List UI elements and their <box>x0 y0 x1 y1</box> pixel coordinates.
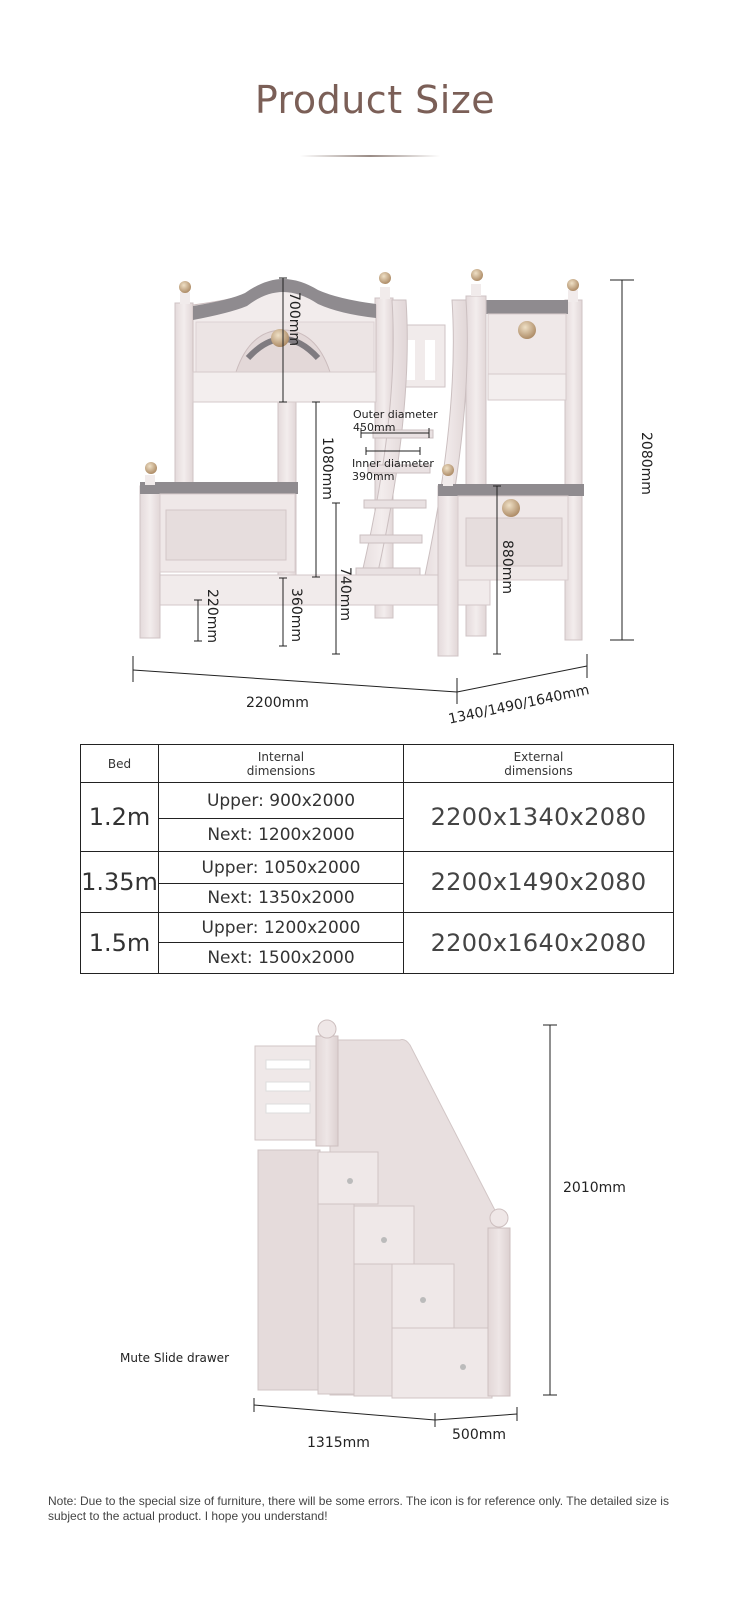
inner-diameter-label: Inner diameter <box>352 457 434 470</box>
next-size-cell: Next: 1200x2000 <box>159 819 404 852</box>
floor-clearance-label: 220mm <box>204 589 220 643</box>
header-external <box>404 745 674 783</box>
page-title: Product Size <box>254 78 496 122</box>
outer-diameter-label: Outer diameter <box>353 408 438 421</box>
stair-length-label: 1315mm <box>307 1435 370 1451</box>
upper-size-cell: Upper: 900x2000 <box>159 783 404 819</box>
header-internal <box>159 745 404 783</box>
disclaimer-note: Note: Due to the special size of furniture, there will be some errors. The icon is for reference only. The detailed size is subject to the actual product. I hope you understand! <box>48 1494 669 1523</box>
inner-diameter-value: 390mm <box>352 470 395 483</box>
next-size-cell: Next: 1350x2000 <box>159 884 404 913</box>
bed-size-cell: 1.2m <box>81 783 159 852</box>
lower-frame-height-label: 740mm <box>337 567 353 621</box>
external-size-cell: 2200x1640x2080 <box>404 913 674 974</box>
stair-cabinet-illustration <box>0 1000 750 1460</box>
table-row <box>81 852 674 884</box>
upper-size-cell: Upper: 1050x2000 <box>159 852 404 884</box>
bed-board-height-label: 360mm <box>288 588 304 642</box>
drawer-feature-label: Mute Slide drawer <box>120 1351 229 1365</box>
header-bed: Bed <box>81 745 159 783</box>
total-height-label: 2080mm <box>638 432 654 495</box>
external-size-cell: 2200x1490x2080 <box>404 852 674 913</box>
size-table <box>80 744 674 974</box>
stair-depth-label: 500mm <box>452 1427 506 1443</box>
length-label: 2200mm <box>246 695 309 711</box>
next-size-cell: Next: 1500x2000 <box>159 943 404 974</box>
header-internal-text: Internal dimensions <box>246 749 316 778</box>
bed-size-cell: 1.35m <box>81 852 159 913</box>
table-row <box>81 783 674 819</box>
outer-diameter-value: 450mm <box>353 421 396 434</box>
bunk-bed-illustration <box>0 0 750 740</box>
width-label: 1340/1490/1640mm <box>447 682 591 728</box>
upper-size-cell: Upper: 1200x2000 <box>159 913 404 943</box>
bed-size-cell: 1.5m <box>81 913 159 974</box>
headboard-height-label: 700mm <box>286 292 302 346</box>
header-external-text: External dimensions <box>504 749 573 778</box>
guardrail-height-label: 880mm <box>499 540 515 594</box>
table-row <box>81 913 674 943</box>
external-size-cell: 2200x1340x2080 <box>404 783 674 852</box>
stair-height-label: 2010mm <box>563 1180 626 1196</box>
gap-height-label: 1080mm <box>319 437 335 500</box>
